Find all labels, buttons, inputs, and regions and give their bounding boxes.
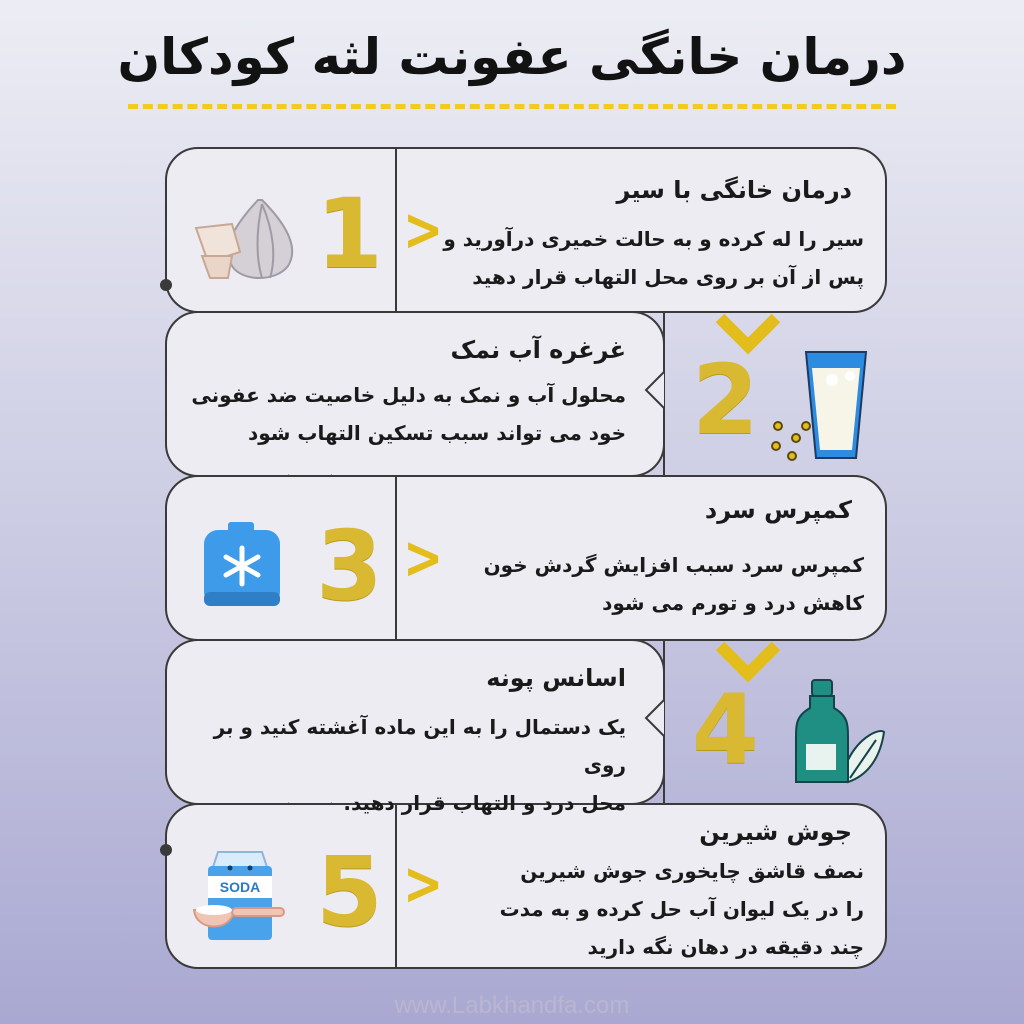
step-3-number: 3: [316, 510, 383, 622]
down-chevron-1: [720, 318, 776, 346]
step-1-chevron-icon: >: [403, 195, 444, 265]
step-1-line-1: سیر را له کرده و به حالت خمیری درآورید و: [443, 227, 864, 251]
essential-oil-bottle-icon: [796, 680, 884, 782]
step-4-line-2: محل درد و التهاب قرار دهید.: [343, 791, 626, 815]
step-4-title: اسانس پونه: [486, 664, 626, 692]
step-1-title: درمان خانگی با سیر: [616, 176, 852, 204]
step-2-title: غرغره آب نمک: [450, 336, 626, 364]
step-5-description: [394, 849, 864, 966]
step-3-description: [394, 546, 864, 622]
step-3-line-1: کمپرس سرد سبب افزایش گردش خون: [483, 553, 864, 577]
salt-water-glass-icon: [772, 352, 866, 460]
page-title: درمان خانگی عفونت لثه کودکان: [117, 28, 907, 86]
step-2-line-2: خود می تواند سبب تسکین التهاب شود: [247, 421, 626, 445]
ice-pack-icon: [204, 522, 280, 606]
step-5-title: جوش شیرین: [699, 818, 852, 846]
step-2-number: 2: [692, 344, 759, 456]
step-2-description: [186, 376, 626, 452]
step-1-line-2: پس از آن بر روی محل التهاب قرار دهید: [472, 265, 864, 289]
step-4-line-1: یک دستمال را به این ماده آغشته کنید و بر روی: [213, 715, 626, 777]
step-5-line-3: چند دقیقه در دهان نگه دارید: [587, 935, 864, 959]
footer-website[interactable]: www.Labkhandfa.com: [394, 992, 630, 1019]
step-5-line-1: نصف قاشق چایخوری جوش شیرین: [520, 859, 864, 883]
step-4-description: [166, 708, 626, 822]
step-4-number: 4: [692, 674, 759, 786]
step-2-line-1: محلول آب و نمک به دلیل خاصیت ضد عفونی: [191, 383, 626, 407]
step-3-line-2: کاهش درد و تورم می شود: [602, 591, 864, 615]
down-chevron-2: [720, 646, 776, 674]
step-1-number: 1: [316, 178, 383, 290]
step-3-title: کمپرس سرد: [704, 496, 852, 524]
step-3-chevron-icon: >: [403, 523, 444, 593]
step-5-chevron-icon: >: [403, 849, 444, 919]
step-5-line-2: را در یک لیوان آب حل کرده و به مدت: [499, 897, 864, 921]
soda-label: SODA: [219, 879, 261, 895]
step-5-number: 5: [316, 836, 383, 948]
step-1-description: [394, 220, 864, 296]
